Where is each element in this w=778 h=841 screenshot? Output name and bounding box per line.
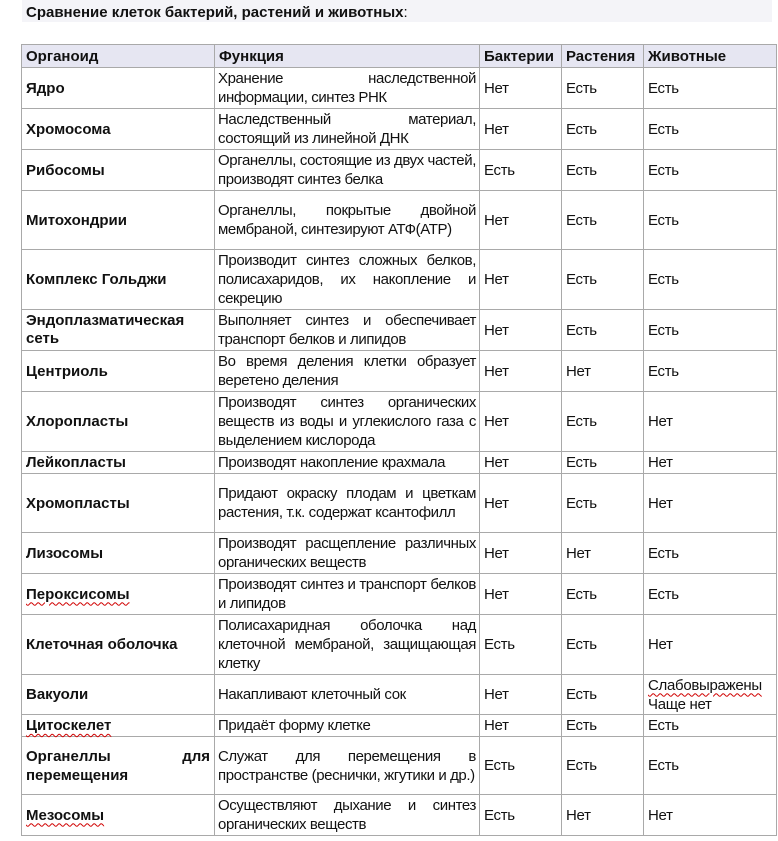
bacteria-cell: Есть (480, 615, 562, 675)
organ-cell: Комплекс Гольджи (22, 250, 215, 310)
plants-cell: Есть (562, 737, 644, 795)
function-cell: Производит синтез сложных белков, полисахаридов, их накопление и секрецию (215, 250, 480, 310)
bacteria-cell: Есть (480, 150, 562, 191)
organ-cell (22, 715, 215, 737)
header-function: Функция (215, 45, 480, 68)
organelle-comparison-table (21, 44, 777, 836)
table-row (22, 392, 777, 452)
bacteria-cell: Нет (480, 675, 562, 715)
table-row (22, 574, 777, 615)
plants-cell: Есть (562, 310, 644, 351)
plants-cell: Есть (562, 675, 644, 715)
organ-word2: для (182, 747, 210, 765)
bacteria-cell: Нет (480, 533, 562, 574)
plants-cell: Есть (562, 109, 644, 150)
animals-cell: Есть (644, 250, 777, 310)
animals-cell: Есть (644, 737, 777, 795)
organ-text: Мезосомы (26, 806, 105, 824)
bacteria-cell: Нет (480, 574, 562, 615)
animals-cell: Нет (644, 795, 777, 836)
plants-cell: Есть (562, 250, 644, 310)
plants-cell: Нет (562, 795, 644, 836)
function-cell: Производят накопление крахмала (215, 452, 480, 474)
organ-word1: Органеллы (26, 747, 111, 765)
table-row (22, 715, 777, 737)
function-cell: Органеллы, покрытые двойной мембраной, синтезируют АТФ(АТР) (215, 191, 480, 250)
bacteria-cell: Нет (480, 715, 562, 737)
function-cell: Хранение наследственной информации, синтез РНК (215, 68, 480, 109)
bacteria-cell: Нет (480, 392, 562, 452)
function-cell: Придаёт форму клетке (215, 715, 480, 737)
function-cell: Осуществляют дыхание и синтез органических веществ (215, 795, 480, 836)
organ-cell (22, 737, 215, 795)
title-colon: : (403, 4, 408, 21)
organ-cell: Митохондрии (22, 191, 215, 250)
header-bacteria: Бактерии (480, 45, 562, 68)
organ-text: Пероксисомы (26, 585, 130, 603)
animals-cell: Нет (644, 392, 777, 452)
table-row (22, 109, 777, 150)
bacteria-cell: Нет (480, 351, 562, 392)
table-row (22, 795, 777, 836)
table-row (22, 310, 777, 351)
animals-cell: Есть (644, 109, 777, 150)
bacteria-cell: Есть (480, 737, 562, 795)
animals-cell: Нет (644, 474, 777, 533)
organ-text: Цитоскелет (26, 717, 112, 734)
plants-cell: Есть (562, 452, 644, 474)
table-row (22, 191, 777, 250)
table-row (22, 150, 777, 191)
page-title (26, 4, 408, 21)
animals-cell: Есть (644, 715, 777, 737)
organ-cell: Хромосома (22, 109, 215, 150)
organ-cell (22, 795, 215, 836)
header-organoid: Органоид (22, 45, 215, 68)
organ-cell: Лизосомы (22, 533, 215, 574)
organ-cell: Ядро (22, 68, 215, 109)
function-cell: Выполняет синтез и обеспечивает транспорт белков и липидов (215, 310, 480, 351)
plants-cell: Есть (562, 191, 644, 250)
header-animals: Животные (644, 45, 777, 68)
function-cell: Накапливают клеточный сок (215, 675, 480, 715)
function-cell: Производят расщепление различных органических веществ (215, 533, 480, 574)
bacteria-cell: Нет (480, 452, 562, 474)
organ-line2: перемещения (26, 766, 129, 784)
table-row (22, 474, 777, 533)
organ-cell: Хромопласты (22, 474, 215, 533)
table-header-row (22, 45, 777, 68)
animals-cell: Есть (644, 191, 777, 250)
function-cell: Придают окраску плодам и цветкам растения, т.к. содержат ксантофилл (215, 474, 480, 533)
table-row (22, 452, 777, 474)
plants-cell: Есть (562, 392, 644, 452)
organ-cell: Эндоплазматическая сеть (22, 310, 215, 351)
table-row (22, 675, 777, 715)
table-row (22, 250, 777, 310)
function-cell: Производят синтез и транспорт белков и липидов (215, 574, 480, 615)
organ-cell: Лейкопласты (22, 452, 215, 474)
animals-cell: Есть (644, 310, 777, 351)
organ-cell: Рибосомы (22, 150, 215, 191)
table-row (22, 737, 777, 795)
plants-cell: Есть (562, 150, 644, 191)
function-cell: Во время деления клетки образует веретено деления (215, 351, 480, 392)
plants-cell: Есть (562, 715, 644, 737)
table-row (22, 533, 777, 574)
animals-text-line2: Чаще нет (648, 695, 712, 713)
header-plants: Растения (562, 45, 644, 68)
organ-cell: Клеточная оболочка (22, 615, 215, 675)
animals-cell (644, 675, 777, 715)
plants-cell: Есть (562, 68, 644, 109)
bacteria-cell: Нет (480, 474, 562, 533)
function-cell: Служат для перемещения в пространстве (реснички, жгутики и др.) (215, 737, 480, 795)
plants-cell: Есть (562, 474, 644, 533)
plants-cell: Есть (562, 574, 644, 615)
table-row (22, 68, 777, 109)
function-cell: Производят синтез органических веществ из воды и углекислого газа с выделением кислорода (215, 392, 480, 452)
bacteria-cell: Нет (480, 191, 562, 250)
table-row (22, 351, 777, 392)
title-text: Сравнение клеток бактерий, растений и животных (26, 4, 404, 21)
organ-cell (22, 574, 215, 615)
animals-cell: Есть (644, 150, 777, 191)
bacteria-cell: Нет (480, 310, 562, 351)
animals-cell: Есть (644, 351, 777, 392)
function-cell: Полисахаридная оболочка над клеточной мембраной, защищающая клетку (215, 615, 480, 675)
organ-line1 (26, 747, 210, 766)
bacteria-cell: Есть (480, 795, 562, 836)
bacteria-cell: Нет (480, 250, 562, 310)
organ-cell: Вакуоли (22, 675, 215, 715)
bacteria-cell: Нет (480, 109, 562, 150)
animals-cell: Есть (644, 68, 777, 109)
bacteria-cell: Нет (480, 68, 562, 109)
organ-cell: Центриоль (22, 351, 215, 392)
plants-cell: Нет (562, 533, 644, 574)
plants-cell: Нет (562, 351, 644, 392)
animals-cell: Нет (644, 452, 777, 474)
animals-cell: Есть (644, 574, 777, 615)
function-cell: Органеллы, состоящие из двух частей, производят синтез белка (215, 150, 480, 191)
animals-text-line1: Слабовыражены (648, 676, 762, 694)
table-row (22, 615, 777, 675)
animals-cell: Нет (644, 615, 777, 675)
function-cell: Наследственный материал, состоящий из линейной ДНК (215, 109, 480, 150)
organ-cell: Хлоропласты (22, 392, 215, 452)
animals-cell: Есть (644, 533, 777, 574)
plants-cell: Есть (562, 615, 644, 675)
